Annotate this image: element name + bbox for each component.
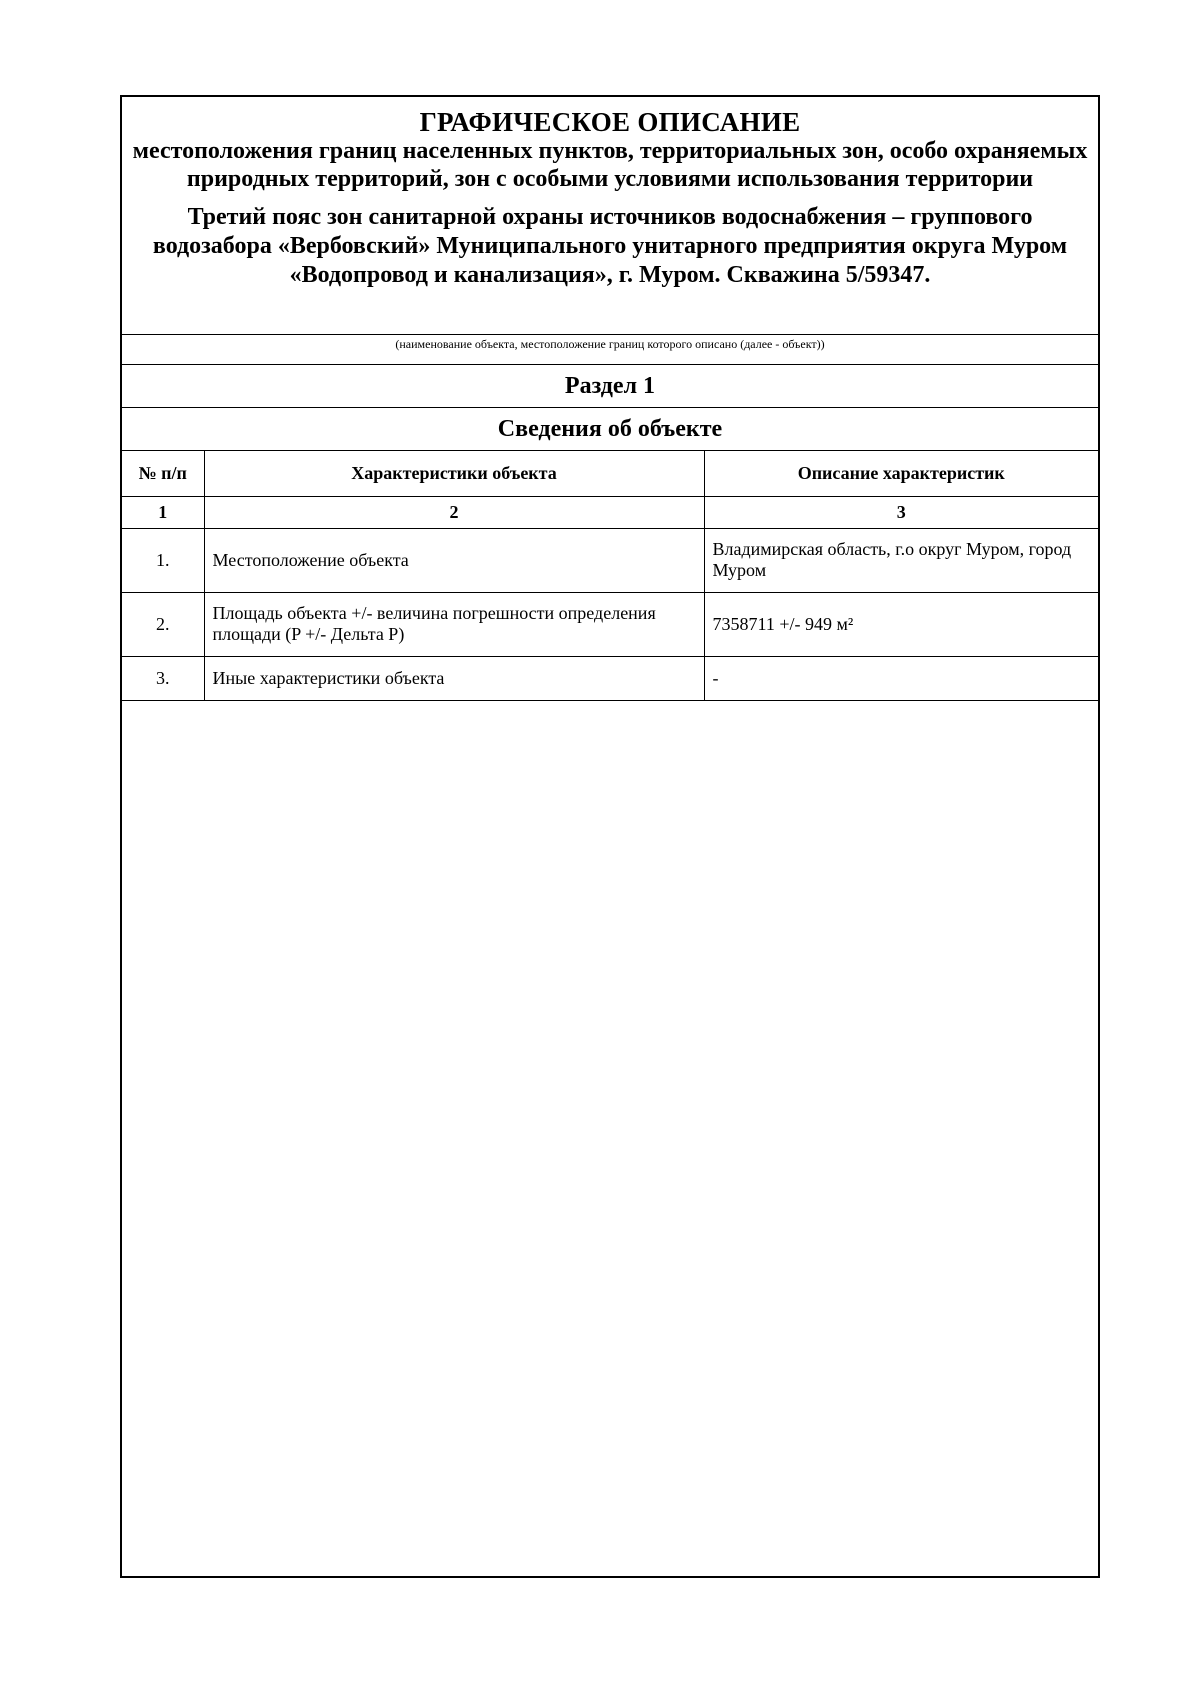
header-description: Описание характеристик: [704, 451, 1098, 496]
section-label: Раздел 1: [122, 365, 1098, 408]
column-index-3: 3: [704, 496, 1098, 528]
document-subtitle: местоположения границ населенных пунктов, территориальных зон, особо охраняемых природных территорий, зон с особыми условиями использования территории: [132, 138, 1088, 192]
row-characteristic: Площадь объекта +/- величина погрешности определения площади (P +/- Дельта P): [204, 592, 704, 656]
column-index-2: 2: [204, 496, 704, 528]
header-number: № п/п: [122, 451, 204, 496]
row-description: Владимирская область, г.о округ Муром, город Муром: [704, 528, 1098, 592]
object-name: Третий пояс зон санитарной охраны источников водоснабжения – группового водозабора «Вербовский» Муниципального унитарного предприятия округа Муром «Водопровод и канализация», г. Муром. Скважина 5/59347.: [152, 204, 1068, 288]
header-characteristic: Характеристики объекта: [204, 451, 704, 496]
table-row: [122, 528, 1098, 592]
row-characteristic: Местоположение объекта: [204, 528, 704, 592]
table-column-index-row: [122, 496, 1098, 528]
object-caption: (наименование объекта, местоположение границ которого описано (далее - объект)): [122, 335, 1098, 365]
document-header: [122, 97, 1098, 335]
column-index-1: 1: [122, 496, 204, 528]
table-row: [122, 656, 1098, 700]
row-number: 1.: [122, 528, 204, 592]
table-row: [122, 592, 1098, 656]
row-number: 2.: [122, 592, 204, 656]
document-frame: [120, 95, 1100, 1578]
row-description: 7358711 +/- 949 м²: [704, 592, 1098, 656]
document-title: ГРАФИЧЕСКОЕ ОПИСАНИЕ: [419, 107, 801, 137]
object-info-table: [122, 451, 1098, 701]
table-header-row: [122, 451, 1098, 496]
section-title: Сведения об объекте: [122, 408, 1098, 451]
row-description: -: [704, 656, 1098, 700]
row-number: 3.: [122, 656, 204, 700]
row-characteristic: Иные характеристики объекта: [204, 656, 704, 700]
